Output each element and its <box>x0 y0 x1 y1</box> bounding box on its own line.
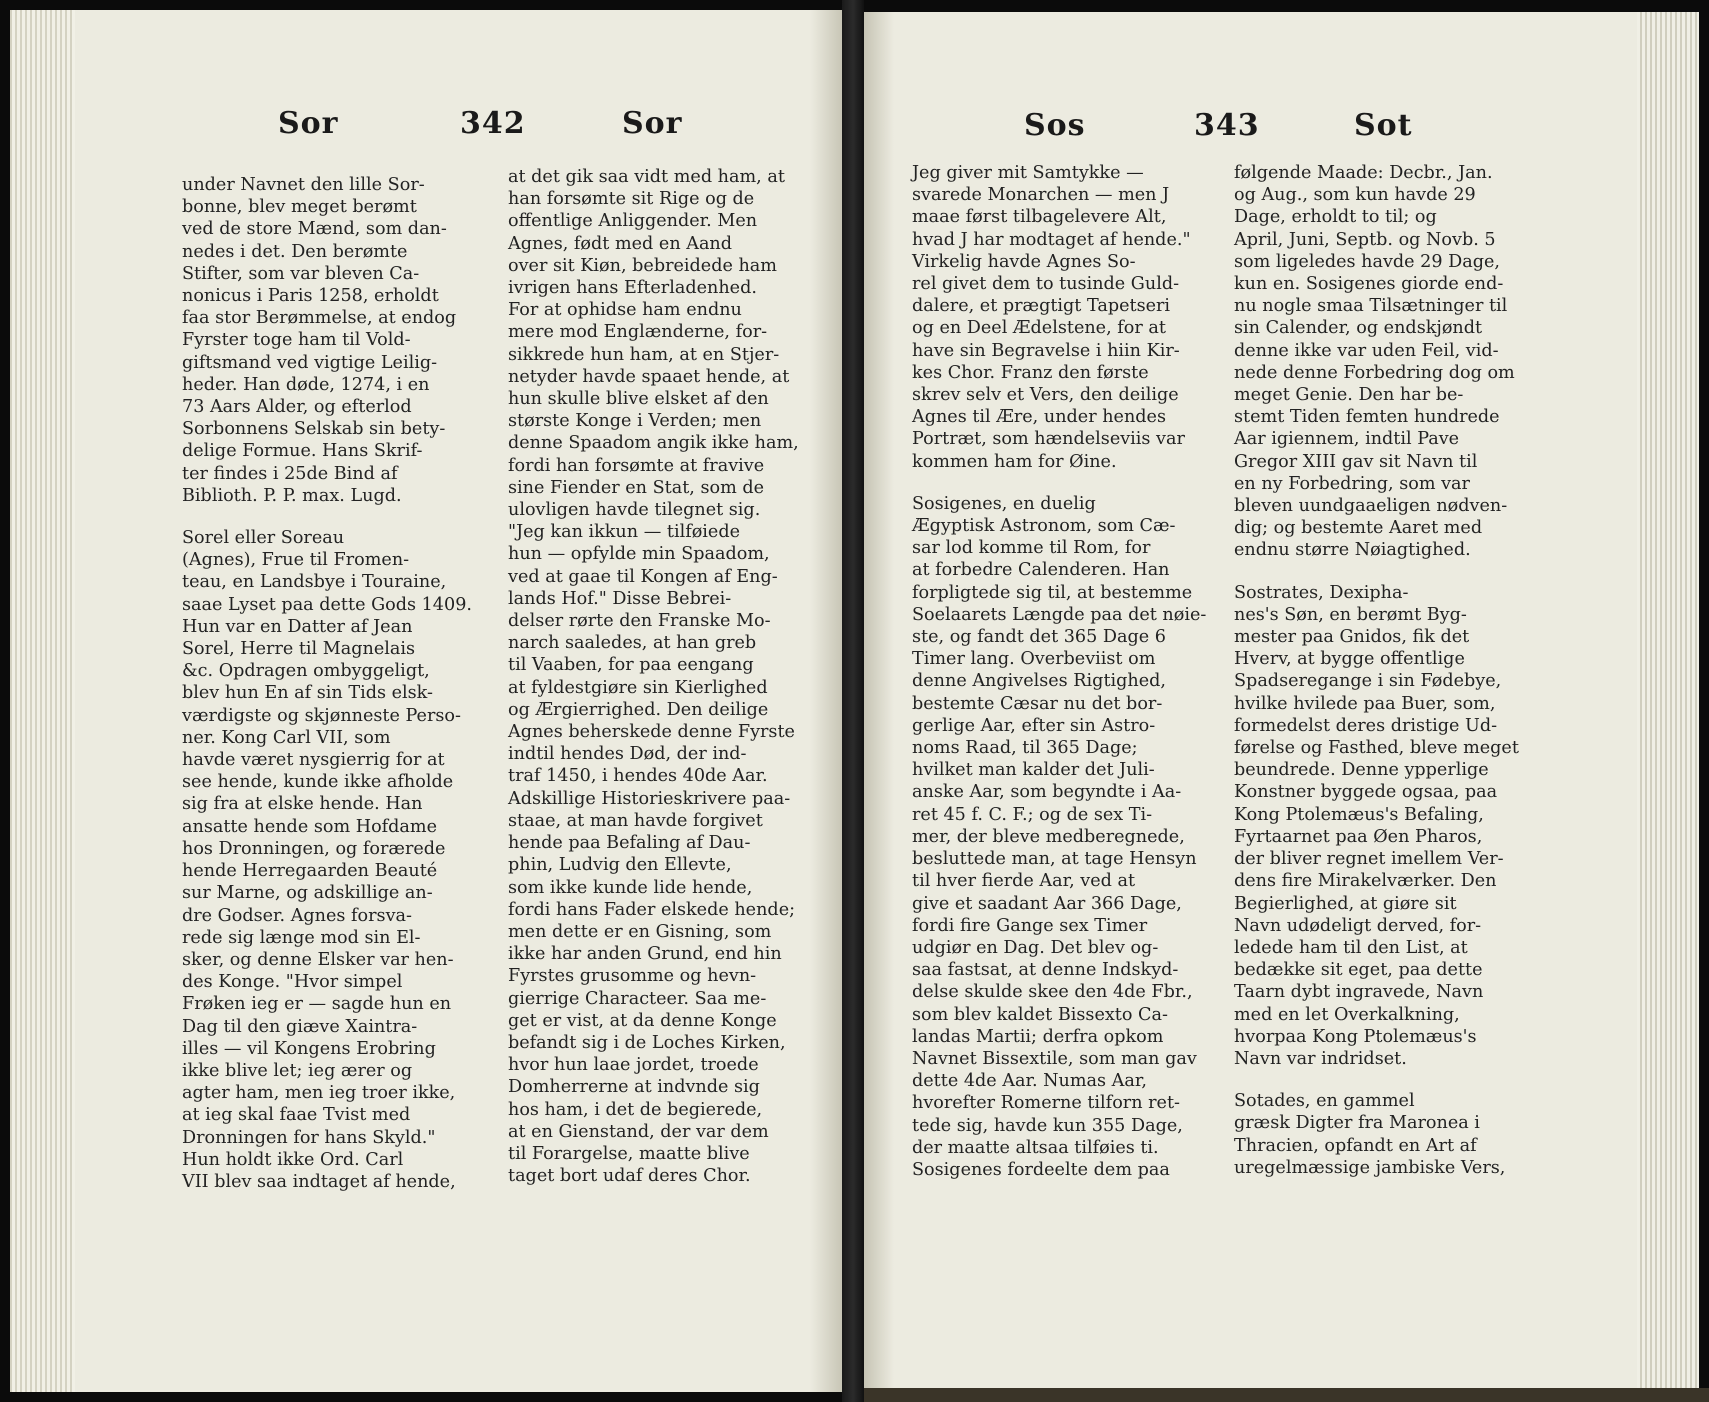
header-left-word: Sos <box>1024 108 1086 143</box>
paragraph: at det gik saa vidt med ham, at han forsømte sit Rige og de offentlige Anliggender. Men Agnes, født med en Aand over sit Kiøn, bebreidede ham ivrigen hans Efterladenhed. For at ophidse ham endnu mere mod Englænderne, for- sikkrede hun ham, at en Stjer- netyder havde spaaet hende, at hun skulle blive elsket af den største Konge i Verden; men denne Spaadom angik ikke ham, fordi han forsømte at fravive sine Fiender en Stat, som de ulovligen havde tilegnet sig. "Jeg kan ikkun — tilføiede hun — opfylde min Spaadom, ved at gaae til Kongen af Eng- lands Hof." Disse Bebrei- delser rørte den Franske Mo- narch saaledes, at han greb til Vaaben, for paa eengang at fyldestgiøre sin Kierlighed og Ærgierrighed. Den deilige Agnes beherskede denne Fyrste indtil hendes Død, der ind- traf 1450, i hendes 40de Aar. Adskillige Historieskrivere paa- staae, at man havde forgivet hende paa Befaling af Dau- phin, Ludvig den Ellevte, som ikke kunde lide hende, fordi hans Fader elskede hende; men dette er en Gisning, som ikke har anden Grund, end hin Fyrstes grusomme og hevn- gierrige Characteer. Saa me- get er vist, at da denne Konge befandt sig i de Loches Kirken, hvor hun laae jordet, troede Domherrerne at indvnde sig hos ham, i det de begierede, at en Gienstand, der var dem til Forargelse, maatte blive taget bort udaf deres Chor. <box>508 167 799 1187</box>
gutter-shadow-right <box>864 12 894 1392</box>
paragraph: Sostrates, Dexipha- nes's Søn, en berømt Byg- mester paa Gnidos, fik det Hverv, at bygge offentlige Spadseregange i sin Fødebye, hvilke hvilede paa Buer, som, formedelst deres dristige Ud- førelse og Fasthed, bleve meget beundrede. Denne ypperlige Konstner byggede ogsaa, paa Kong Ptolemæus's Befaling, Fyrtaarnet paa Øen Pharos, der bliver regnet imellem Ver- dens fire Mirakelværker. Den Begierlighed, at giøre sit Navn udødeligt derved, for- ledede ham til den List, at bedække sit eget, paa dette Taarn dybt ingravede, Navn med en let Overkalkning, hvorpaa Kong Ptolemæus's Navn var indridset. <box>1234 582 1519 1069</box>
text-column-1 <box>912 162 1232 1181</box>
paragraph: følgende Maade: Decbr., Jan. og Aug., som kun havde 29 Dage, erholdt to til; og April, Juni, Septb. og Novb. 5 som ligeledes havde 29 Dage, kun en. Sosigenes giorde end- nu nogle smaa Tilsætninger til sin Calender, og endskjøndt denne ikke var uden Feil, vid- nede denne Forbedring dog om meget Genie. Den har be- stemt Tiden femten hundrede Aar igiennem, indtil Pave Gregor XIII gav sit Navn til en ny Forbedring, som var bleven uundgaaeligen nødven- dig; og bestemte Aaret med endnu større Nøiagtighed. <box>1234 163 1515 561</box>
paragraph: under Navnet den lille Sor- bonne, blev meget berømt ved de store Mænd, som dan- nedes i det. Den berømte Stifter, som var bleven Ca- nonicus i Paris 1258, erholdt faa stor Berømmelse, at endog Fyrster toge ham til Vold- giftsmand ved vigtige Leilig- heder. Han døde, 1274, i en 73 Aars Alder, og efterlod Sorbonnens Selskab sin bety- delige Formue. Hans Skrif- ter findes i 25de Bind af Biblioth. P. P. max. Lugd. <box>182 175 457 506</box>
header-right-word: Sor <box>622 106 683 141</box>
page-number: 343 <box>1194 108 1260 143</box>
header-left-word: Sor <box>278 106 339 141</box>
right-page <box>864 12 1699 1392</box>
paragraph: Sosigenes, en duelig Ægyptisk Astronom, som Cæ- sar lod komme til Rom, for at forbedre Calenderen. Han forpligtede sig til, at bestemme Soelaarets Længde paa det nøie- ste, og fandt det 365 Dage 6 Timer lang. Overbeviist om denne Angivelses Rigtighed, bestemte Cæsar nu det bor- gerlige Aar, efter sin Astro- noms Raad, til 365 Dage; hvilket man kalder det Juli- anske Aar, som begyndte i Aa- ret 45 f. C. F.; og de sex Ti- mer, der bleve medberegnede, besluttede man, at tage Hensyn til hver fierde Aar, ved at give et saadant Aar 366 Dage, fordi fire Gange sex Timer udgiør en Dag. Det blev og- saa fastsat, at denne Indskyd- delse skulde skee den 4de Fbr., som blev kaldet Bissexto Ca- landas Martii; derfra opkom Navnet Bissextile, som man gav dette 4de Aar. Numas Aar, hvorefter Romerne tilforn ret- tede sig, havde kun 355 Dage, der maatte altsaa tilføies ti. Sosigenes fordeelte dem paa <box>912 493 1207 1180</box>
text-column-2 <box>1234 162 1564 1179</box>
text-column-2 <box>508 166 818 1187</box>
paragraph: Sotades, en gammel græsk Digter fra Maronea i Thracien, opfandt en Art af uregelmæssige jambiske Vers, <box>1234 1091 1506 1178</box>
text-column-1 <box>182 174 482 1193</box>
page-edges-right <box>1637 12 1699 1392</box>
paragraph: Sorel eller Soreau (Agnes), Frue til Fromen- teau, en Landsbye i Touraine, saae Lyset paa dette Gods 1409. Hun var en Datter af Jean Sorel, Herre til Magnelais &c. Opdragen ombyggeligt, blev hun En af sin Tids elsk- værdigste og skjønneste Perso- ner. Kong Carl VII, som havde været nysgierrig for at see hende, kunde ikke afholde sig fra at elske hende. Han ansatte hende som Hofdame hos Dronningen, og forærede hende Herregaarden Beauté sur Marne, og adskillige an- dre Godser. Agnes forsva- rede sig længe mod sin El- sker, og denne Elsker var hen- des Konge. "Hvor simpel Frøken ieg er — sagde hun en Dag til den giæve Xaintra- illes — vil Kongens Erobring ikke blive let; ieg ærer og agter ham, men ieg troer ikke, at ieg skal faae Tvist med Dronningen for hans Skyld." Hun holdt ikke Ord. Carl VII blev saa indtaget af hende, <box>182 528 472 1192</box>
page-number: 342 <box>460 106 526 141</box>
paragraph: Jeg giver mit Samtykke — svarede Monarchen — men J maae først tilbagelevere Alt, hvad J har modtaget af hende." Virkelig havde Agnes So- rel givet dem to tusinde Guld- dalere, et prægtigt Tapetseri og en Deel Ædelstene, for at have sin Begravelse i hiin Kir- kes Chor. Franz den første skrev selv et Vers, den deilige Agnes til Ære, under hendes Portræt, som hændelseviis var kommen ham for Øine. <box>912 163 1191 472</box>
header-right-word: Sot <box>1354 108 1413 143</box>
book-cover-edge <box>864 1388 1709 1402</box>
left-page <box>10 10 842 1392</box>
page-edges-left <box>10 10 75 1392</box>
book-spine <box>842 0 864 1402</box>
